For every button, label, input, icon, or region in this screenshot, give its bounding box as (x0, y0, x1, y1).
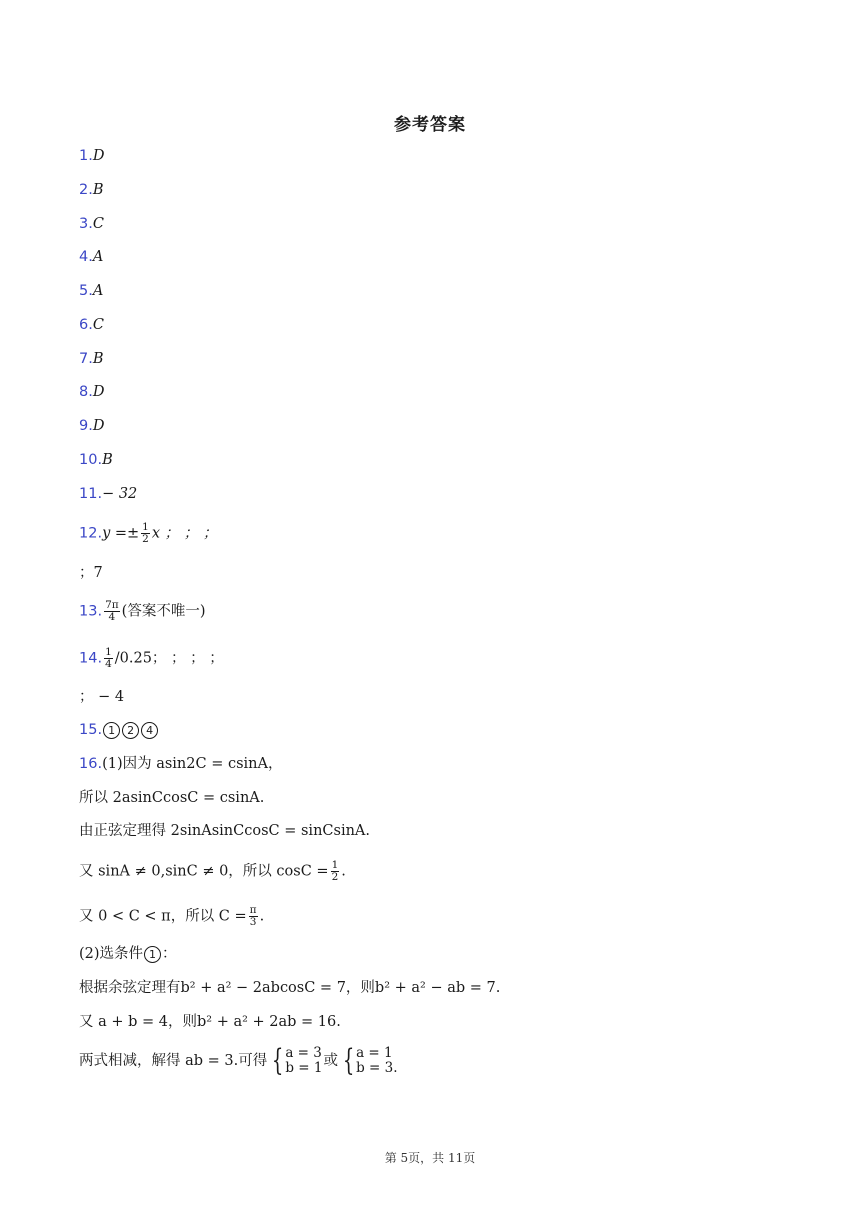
circled-number: 2 (122, 722, 139, 739)
answer-16-line-6 (79, 944, 177, 964)
fraction (104, 600, 120, 623)
solution-text: (1)因为 asin2C = csinA， (102, 756, 283, 772)
solution-text: 又 sinA ≠ 0,sinC ≠ 0，所以 cosC = (79, 863, 329, 880)
fraction (104, 647, 113, 670)
answer-13 (79, 600, 205, 623)
answer-16-line-5 (79, 905, 264, 928)
answer-text: B (102, 452, 113, 468)
answer-number: 9. (79, 418, 93, 434)
answer-10 (79, 450, 113, 470)
answer-14-continued: ； − 4 (79, 689, 125, 705)
answer-2 (79, 180, 104, 200)
circled-number: 4 (141, 722, 158, 739)
fraction (249, 905, 258, 928)
solution-text: . (259, 908, 265, 925)
circled-number: 1 (103, 722, 120, 739)
answer-number: 6. (79, 317, 93, 333)
answer-text: A (92, 249, 104, 265)
answer-number: 1. (79, 148, 93, 164)
answer-number: 13. (79, 603, 103, 620)
answer-15 (79, 720, 159, 740)
answer-4 (79, 247, 103, 267)
answer-16-line-1 (79, 754, 282, 774)
answer-number: 15. (79, 722, 103, 738)
brace: { (272, 1043, 284, 1078)
solution-text: . (341, 863, 346, 880)
answer-text: D (92, 148, 105, 164)
numerator: 1 (142, 521, 149, 533)
denominator: 4 (105, 658, 112, 670)
answer-number: 8. (79, 384, 93, 400)
answer-11 (79, 484, 137, 504)
answer-number: 4. (79, 249, 93, 265)
equation-row: a = 1 (356, 1045, 393, 1061)
answer-3 (79, 214, 104, 234)
answer-16-line-8: 又 a + b = 4，则b² + a² + 2ab = 16. (79, 1014, 341, 1030)
numerator: 1 (331, 859, 339, 871)
solution-text: 又 0 < C < π，所以 C = (79, 908, 247, 925)
answer-text: D (92, 384, 105, 400)
numerator: 7π (105, 599, 119, 611)
answer-text: B (92, 351, 104, 367)
answer-number: 3. (79, 216, 93, 232)
answer-16-line-4 (79, 860, 346, 883)
denominator: 4 (108, 611, 116, 623)
solution-text: 两式相减，解得 ab = 3.可得 (79, 1053, 268, 1069)
equation-row: b = 1 (285, 1060, 323, 1076)
equation-row: a = 3 (285, 1045, 322, 1061)
answer-12-continued: ；7 (79, 565, 103, 581)
answer-14 (79, 647, 224, 670)
answer-7 (79, 349, 104, 369)
answer-1 (79, 146, 104, 166)
answer-number: 11. (79, 486, 103, 502)
answer-text: A (92, 283, 104, 299)
equation-system (268, 1043, 323, 1078)
answer-number: 14. (79, 650, 103, 667)
answer-16-line-7: 根据余弦定理有b² + a² − 2abcosC = 7，则b² + a² − ab = 7. (79, 980, 501, 996)
answer-9 (79, 416, 104, 436)
page-title: 参考答案 (394, 115, 466, 135)
equation-system (339, 1043, 398, 1078)
fraction (331, 860, 340, 883)
answer-8 (79, 382, 104, 402)
equation-row: b = 3. (356, 1060, 398, 1076)
answer-number: 12. (79, 525, 103, 542)
answer-number: 10. (79, 452, 103, 468)
circled-number: 1 (144, 946, 161, 963)
numerator: 1 (105, 646, 112, 658)
answer-16-line-3: 由正弦定理得 2sinAsinCcosC = sinCsinA. (79, 823, 370, 839)
answer-16-line-9 (79, 1043, 398, 1078)
solution-text: 或 (323, 1053, 338, 1069)
answer-text: D (92, 418, 105, 434)
answer-12 (79, 522, 217, 545)
numerator: π (249, 904, 257, 916)
solution-text: (2)选条件 (79, 946, 144, 962)
answer-text: C (92, 317, 104, 333)
answer-6 (79, 315, 104, 335)
answer-text: y =± (102, 525, 140, 542)
answer-5 (79, 281, 103, 301)
answer-number: 16. (79, 756, 103, 772)
fraction (141, 522, 150, 545)
answer-number: 2. (79, 182, 93, 198)
denominator: 2 (331, 871, 339, 883)
answer-number: 5. (79, 283, 93, 299)
denominator: 2 (142, 533, 149, 545)
answer-text: − 32 (102, 486, 138, 502)
answer-text: (答案不唯一) (121, 603, 206, 620)
answer-text: x ； ； ； (151, 525, 218, 542)
answer-16-line-2: 所以 2asinCcosC = csinA. (79, 790, 265, 806)
answer-text: B (92, 182, 104, 198)
brace: { (342, 1043, 355, 1078)
page-footer: 第 5页，共 11页 (384, 1151, 476, 1165)
answer-number: 7. (79, 351, 93, 367)
solution-text: ： (162, 946, 177, 962)
answer-text: C (92, 216, 104, 232)
denominator: 3 (249, 916, 257, 928)
answer-text: /0.25； ； ； ； (114, 650, 224, 667)
